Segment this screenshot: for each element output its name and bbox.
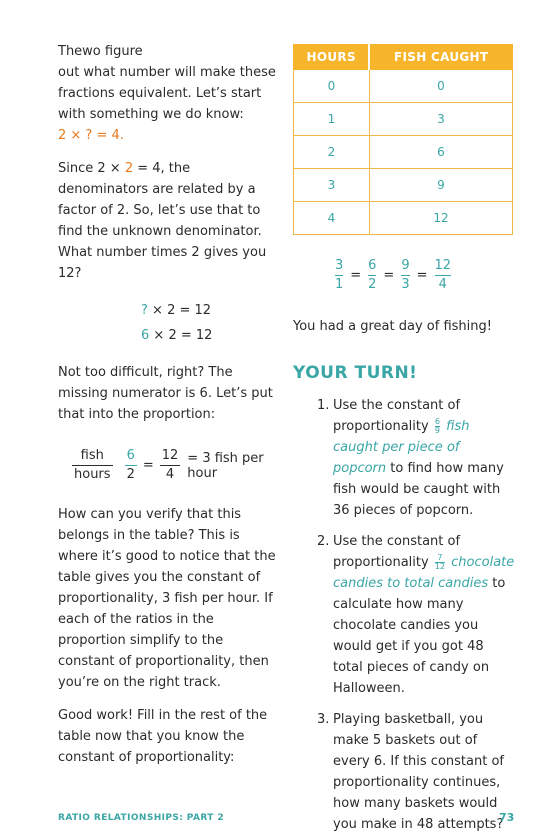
ratio-denominator: 2 <box>368 277 377 292</box>
fraction-numerator: 12 <box>161 448 179 463</box>
small-denominator: 12 <box>434 562 446 571</box>
ratio-numerator: 6 <box>368 258 377 273</box>
small-denominator: 9 <box>434 426 440 435</box>
task-text: Use the constant of proportionality <box>333 534 461 570</box>
table-row <box>294 169 513 202</box>
intro-paragraph <box>58 41 283 146</box>
fish-cell: 9 <box>369 169 512 202</box>
left-column <box>58 41 283 768</box>
ratio-numerator: 12 <box>434 258 452 273</box>
ratio-fraction <box>401 257 409 294</box>
your-turn-list <box>293 395 515 835</box>
task-text: Playing basketball, you make 5 baskets out of every 6. If this constant of proportionality continues, how many baskets would you make in 48 attempts? <box>333 712 504 832</box>
table-row <box>294 70 513 103</box>
task-text: to find how many fish would be caught with 36 pieces of popcorn. <box>333 461 504 518</box>
proportion-equation <box>72 447 283 484</box>
twelve-over-four-fraction <box>160 447 181 484</box>
ratio-fraction <box>435 257 452 294</box>
fishing-table <box>293 44 513 235</box>
equals-sign: = <box>416 268 428 283</box>
item-number: 2. <box>317 534 330 549</box>
task-text: Use the constant of proportionality <box>333 398 461 434</box>
proportion-result: = 3 fish per hour <box>187 450 264 481</box>
solved-value: 6 <box>141 328 150 343</box>
equals-sign: = <box>350 268 362 283</box>
fraction-denominator: 2 <box>126 467 135 482</box>
table-header-row <box>294 45 513 70</box>
ratio-numerator: 9 <box>401 258 410 273</box>
task-emphasis: fish caught per piece of popcorn <box>333 419 470 476</box>
verify-paragraph: How can you verify that this belongs in the table? This is where it’s good to notice that the table gives you the constant of proportionality, 3 fish per hour. If each of the ratios in the proportion simplify to the constant of proportionality, then you’re on the right track. <box>58 507 276 690</box>
your-turn-heading: YOUR TURN! <box>293 363 418 383</box>
known-equation: 2 × ? = 4. <box>58 128 124 143</box>
equals-sign: = <box>383 268 395 283</box>
item-number: 3. <box>317 712 330 727</box>
good-work-paragraph: Good work! Fill in the rest of the table now that you know the constant of proportionality: <box>58 708 268 765</box>
hours-cell: 4 <box>294 202 370 235</box>
equation-unknown <box>141 298 283 323</box>
ratio-fraction <box>335 257 343 294</box>
list-item <box>293 531 515 699</box>
intro-rest: out what number will make these fractions equivalent. Let’s start with something we do know: <box>58 65 276 122</box>
fish-cell: 3 <box>369 103 512 136</box>
equation-block <box>141 298 283 348</box>
intro-line1: Thewo figure <box>58 44 143 59</box>
fish-cell: 12 <box>369 202 512 235</box>
fish-per-hours-fraction <box>72 447 113 484</box>
task-text: to calculate how many chocolate candies you would get if you got 48 total pieces of candy on Halloween. <box>333 576 506 696</box>
table-row <box>294 136 513 169</box>
ratio-chain <box>283 257 503 294</box>
missing-numerator-paragraph: Not too difficult, right? The missing numerator is 6. Let’s put that into the proportion: <box>58 365 273 422</box>
small-numerator: 7 <box>437 553 443 562</box>
hours-cell: 0 <box>294 70 370 103</box>
fish-caught-header: FISH CAUGHT <box>369 45 512 70</box>
small-fraction <box>435 554 445 571</box>
table-row <box>294 103 513 136</box>
page-number: 73 <box>499 811 515 824</box>
table-row <box>294 202 513 235</box>
task-emphasis: chocolate candies to total candies <box>333 555 515 591</box>
p2-highlight: 2 <box>124 161 134 176</box>
fraction-numerator: fish <box>80 448 104 463</box>
ratio-denominator: 3 <box>401 277 410 292</box>
footer-section-title: RATIO RELATIONSHIPS: PART 2 <box>58 813 224 823</box>
fish-cell: 6 <box>369 136 512 169</box>
p2-post: = 4, the denominators are related by a factor of 2. So, let’s use that to find the unknown denominator. What number times 2 gives you 12? <box>58 161 267 281</box>
eq1-rest: × 2 = 12 <box>147 303 212 318</box>
equals-sign: = <box>142 458 154 473</box>
fraction-denominator: hours <box>74 467 111 482</box>
unknown-mark: ? <box>141 303 148 318</box>
six-over-two-fraction <box>125 447 137 484</box>
hours-header: HOURS <box>294 45 370 70</box>
fraction-denominator: 4 <box>165 467 175 482</box>
denominator-paragraph <box>58 158 283 284</box>
ratio-denominator: 4 <box>438 277 447 292</box>
right-column <box>293 44 515 840</box>
small-numerator: 6 <box>434 417 440 426</box>
list-item <box>293 709 515 835</box>
fraction-numerator: 6 <box>126 448 135 463</box>
ratio-numerator: 3 <box>334 258 344 273</box>
small-fraction <box>435 418 440 435</box>
eq2-rest: × 2 = 12 <box>149 328 213 343</box>
hours-cell: 2 <box>294 136 370 169</box>
ratio-denominator: 1 <box>334 277 344 292</box>
fish-cell: 0 <box>369 70 512 103</box>
item-number: 1. <box>317 398 330 413</box>
ratio-fraction <box>368 257 376 294</box>
p2-pre: Since 2 × <box>58 161 125 176</box>
great-day-text: You had a great day of fishing! <box>293 319 492 334</box>
hours-cell: 1 <box>294 103 370 136</box>
list-item <box>293 395 515 521</box>
equation-solved <box>141 323 283 348</box>
hours-cell: 3 <box>294 169 370 202</box>
